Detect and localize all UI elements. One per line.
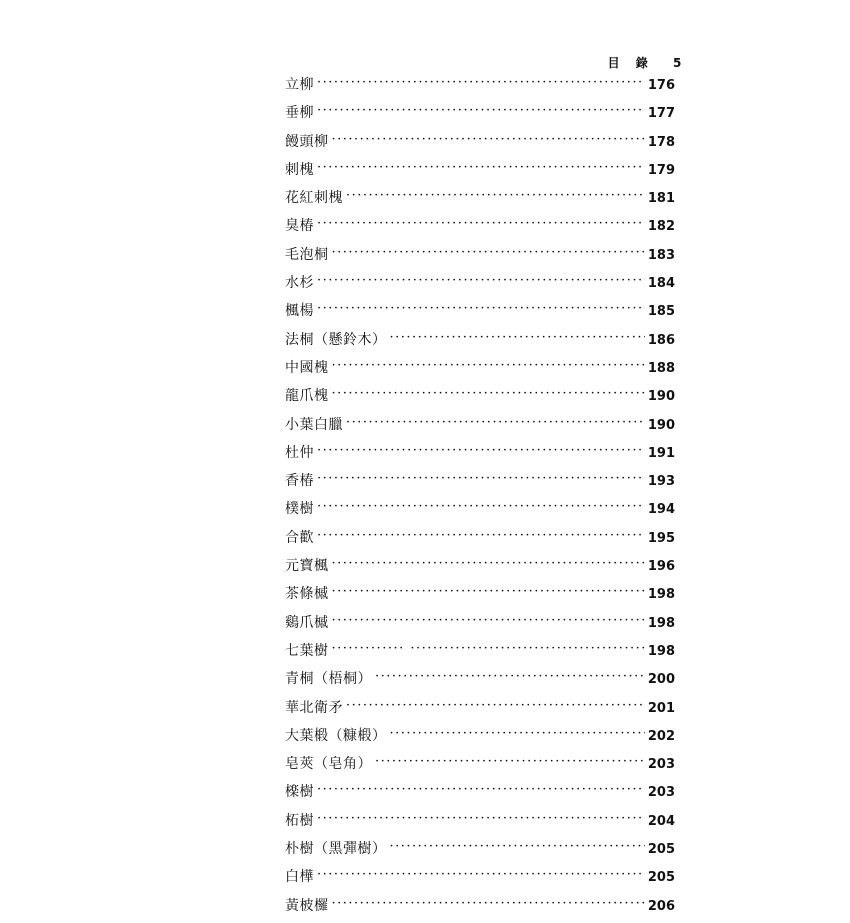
toc-dot-leader — [317, 443, 645, 458]
toc-entry-title: 檪樹 — [285, 784, 314, 801]
toc-entry[interactable] — [285, 300, 675, 328]
toc-entry[interactable] — [285, 612, 675, 640]
toc-entry[interactable] — [285, 414, 675, 442]
toc-dot-leader — [317, 103, 645, 118]
toc-entry[interactable] — [285, 131, 675, 159]
toc-entry[interactable] — [285, 498, 675, 526]
header-page-number: 5 — [673, 56, 683, 70]
toc-entry-page: 184 — [647, 276, 675, 292]
toc-entry[interactable] — [285, 810, 675, 838]
toc-entry[interactable] — [285, 527, 675, 555]
toc-entry-page: 204 — [647, 813, 675, 829]
toc-dot-leader — [332, 584, 645, 599]
toc-entry-page: 191 — [647, 445, 675, 461]
toc-entry-page: 198 — [647, 587, 675, 603]
toc-entry-title: 柘樹 — [285, 812, 314, 829]
toc-entry[interactable] — [285, 583, 675, 611]
toc-dot-leader — [390, 726, 645, 741]
toc-dot-leader — [332, 386, 645, 401]
toc-entry-page: 179 — [647, 162, 675, 178]
toc-dot-leader — [346, 698, 645, 713]
toc-dot-leader — [332, 358, 645, 373]
toc-dot-leader — [317, 273, 645, 288]
toc-entry[interactable] — [285, 215, 675, 243]
toc-entry-page: 194 — [647, 502, 675, 518]
toc-entry-title: 七葉樹 — [285, 642, 329, 659]
toc-entry[interactable] — [285, 159, 675, 187]
toc-dot-leader — [317, 782, 645, 797]
toc-entry-title: 皂莢（皂角） — [285, 756, 372, 773]
toc-entry[interactable] — [285, 697, 675, 725]
toc-entry-page: 190 — [647, 417, 675, 433]
toc-entry[interactable] — [285, 102, 675, 130]
toc-entry-page: 198 — [647, 615, 675, 631]
toc-dot-leader — [332, 556, 645, 571]
toc-entry-title: 花紅刺槐 — [285, 190, 343, 207]
toc-dot-leader — [317, 216, 645, 231]
toc-entry-title: 青桐（梧桐） — [285, 671, 372, 688]
toc-entry-page: 202 — [647, 728, 675, 744]
toc-entry-page: 181 — [647, 191, 675, 207]
toc-dot-leader — [375, 754, 645, 769]
toc-entry-title: 樸樹 — [285, 501, 314, 518]
toc-entry-title: 法桐（懸鈴木） — [285, 331, 387, 348]
toc-dot-leader — [317, 867, 645, 882]
toc-entry-page: 205 — [647, 842, 675, 858]
toc-entry-page: 200 — [647, 672, 675, 688]
toc-entry[interactable] — [285, 187, 675, 215]
toc-entry[interactable] — [285, 329, 675, 357]
toc-entry-page: 178 — [647, 134, 675, 150]
toc-entry-page: 182 — [647, 219, 675, 235]
page-header — [0, 54, 850, 71]
toc-entry[interactable] — [285, 555, 675, 583]
toc-entry[interactable] — [285, 895, 675, 923]
toc-entry-title: 饅頭柳 — [285, 133, 329, 150]
toc-entry[interactable] — [285, 838, 675, 866]
toc-entry-page: 183 — [647, 247, 675, 263]
toc-entry-page: 193 — [647, 474, 675, 490]
toc-entry-page: 198 — [647, 643, 675, 659]
toc-entry-title: 刺槐 — [285, 161, 314, 178]
toc-entry-page: 188 — [647, 360, 675, 376]
toc-entry[interactable] — [285, 385, 675, 413]
toc-entry-title: 白樺 — [285, 869, 314, 886]
toc-entry-page: 201 — [647, 700, 675, 716]
toc-entry[interactable] — [285, 781, 675, 809]
toc-entry-title: 黃柀欏 — [285, 897, 329, 914]
toc-dot-leader — [317, 811, 645, 826]
toc-dot-leader — [332, 245, 645, 260]
toc-dot-leader — [375, 669, 645, 684]
toc-entry[interactable] — [285, 725, 675, 753]
toc-entry[interactable] — [285, 244, 675, 272]
toc-dot-leader — [317, 471, 645, 486]
toc-entry-page: 177 — [647, 106, 675, 122]
toc-entry[interactable] — [285, 74, 675, 102]
toc-entry-title: 楓楊 — [285, 303, 314, 320]
toc-entry-page: 185 — [647, 304, 675, 320]
toc-dot-leader — [332, 132, 645, 147]
toc-entry-title: 茶條槭 — [285, 586, 329, 603]
toc-dot-leader — [390, 330, 645, 345]
toc-dot-leader — [332, 896, 645, 911]
toc-entry-page: 203 — [647, 785, 675, 801]
toc-entry-title: 中國槐 — [285, 359, 329, 376]
toc-dot-leader — [332, 641, 645, 656]
toc-dot-leader — [390, 839, 645, 854]
toc-entry[interactable] — [285, 640, 675, 668]
toc-entry-title: 元寶楓 — [285, 558, 329, 575]
toc-entry-title: 臭椿 — [285, 218, 314, 235]
toc-entry-page: 203 — [647, 757, 675, 773]
toc-entry-title: 朴樹（黑彈樹） — [285, 841, 387, 858]
toc-dot-leader — [346, 415, 645, 430]
toc-entry-title: 垂柳 — [285, 105, 314, 122]
toc-entry-page: 205 — [647, 870, 675, 886]
header-title: 目 錄 — [607, 56, 654, 70]
toc-dot-leader — [317, 75, 645, 90]
toc-dot-leader — [317, 528, 645, 543]
toc-entry-page: 190 — [647, 389, 675, 405]
toc-entry-page: 195 — [647, 530, 675, 546]
toc-entry-page: 176 — [647, 78, 675, 93]
toc-entry[interactable] — [285, 668, 675, 696]
toc-entry[interactable] — [285, 866, 675, 894]
toc-entry-title: 鷄爪槭 — [285, 614, 329, 631]
toc-entry-title: 毛泡桐 — [285, 246, 329, 263]
toc-entry[interactable] — [285, 357, 675, 385]
header-inner — [608, 54, 683, 71]
toc-dot-leader — [317, 160, 645, 175]
toc-dot-leader — [332, 613, 645, 628]
toc-entry-title: 水杉 — [285, 275, 314, 292]
toc-entry-title: 大葉椴（糠椴） — [285, 727, 387, 744]
toc-entry-title: 龍爪槐 — [285, 388, 329, 405]
toc-dot-leader — [317, 499, 645, 514]
table-of-contents — [285, 74, 675, 923]
toc-entry-title: 華北衛矛 — [285, 699, 343, 716]
toc-entry[interactable] — [285, 442, 675, 470]
toc-entry-title: 小葉白臘 — [285, 416, 343, 433]
toc-entry-title: 立柳 — [285, 77, 314, 93]
toc-dot-leader — [317, 301, 645, 316]
toc-entry[interactable] — [285, 272, 675, 300]
toc-entry-title: 合歡 — [285, 529, 314, 546]
toc-dot-leader — [346, 188, 645, 203]
toc-entry[interactable] — [285, 753, 675, 781]
toc-entry-page: 206 — [647, 898, 675, 914]
toc-entry-page: 186 — [647, 332, 675, 348]
toc-entry[interactable] — [285, 470, 675, 498]
toc-entry-page: 196 — [647, 559, 675, 575]
toc-entry-title: 杜仲 — [285, 444, 314, 461]
toc-entry-title: 香椿 — [285, 473, 314, 490]
